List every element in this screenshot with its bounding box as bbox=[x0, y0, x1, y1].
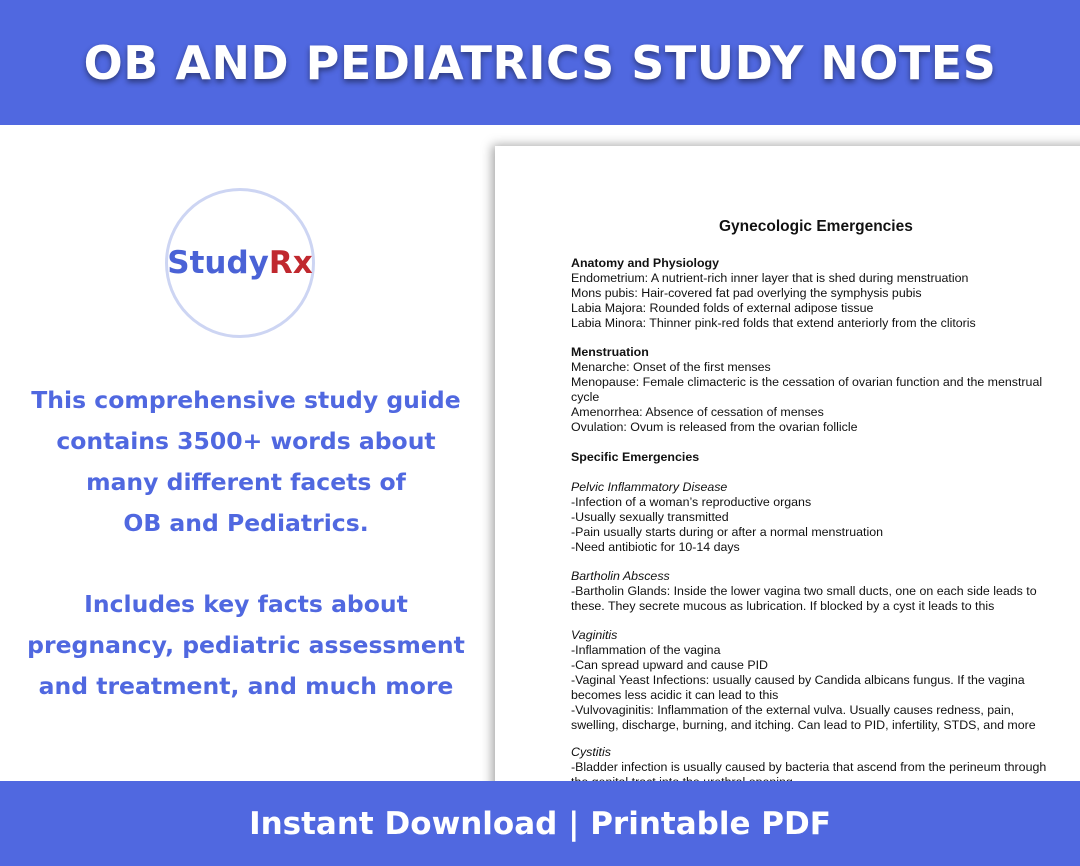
logo-text bbox=[167, 245, 313, 281]
bartholin-section bbox=[571, 569, 1071, 614]
section-line: -Bladder infection is usually caused by bacteria that ascend from the perineum through bbox=[571, 760, 1047, 774]
includes-line: pregnancy, pediatric assessment bbox=[27, 631, 465, 659]
pid-section bbox=[571, 480, 1071, 555]
section-line: Ovulation: Ovum is released from the ovarian follicle bbox=[571, 420, 858, 434]
subsection-heading: Pelvic Inflammatory Disease bbox=[571, 480, 728, 494]
section-line: cycle bbox=[571, 390, 600, 404]
top-banner bbox=[0, 0, 1080, 125]
logo-text-rx: Rx bbox=[268, 245, 313, 281]
section-line: -Can spread upward and cause PID bbox=[571, 658, 768, 672]
description-line: contains 3500+ words about bbox=[56, 427, 436, 455]
includes-line: and treatment, and much more bbox=[38, 672, 454, 700]
section-line: Endometrium: A nutrient-rich inner layer that is shed during menstruation bbox=[571, 271, 969, 285]
section-line: -Infection of a woman’s reproductive organs bbox=[571, 495, 812, 509]
specific-emergencies-section bbox=[571, 450, 1071, 465]
section-line: -Usually sexually transmitted bbox=[571, 510, 729, 524]
section-line: swelling, discharge, burning, and itching. Can lead to PID, infertility, STDS, and more bbox=[571, 718, 1036, 732]
section-line: -Pain usually starts during or after a normal menstruation bbox=[571, 525, 883, 539]
bottom-banner bbox=[0, 781, 1080, 866]
section-line: Labia Majora: Rounded folds of external adipose tissue bbox=[571, 301, 874, 315]
section-line: -Bartholin Glands: Inside the lower vagina two small ducts, one on each side leads to bbox=[571, 584, 1037, 598]
section-line: Amenorrhea: Absence of cessation of menses bbox=[571, 405, 824, 419]
description-line: many different facets of bbox=[86, 468, 406, 496]
page-title: OB AND PEDIATRICS STUDY NOTES bbox=[83, 35, 997, 90]
section-line: -Need antibiotic for 10-14 days bbox=[571, 540, 740, 554]
description-paragraph bbox=[20, 380, 472, 544]
section-line: -Vulvovaginitis: Inflammation of the external vulva. Usually causes redness, pain, bbox=[571, 703, 1015, 717]
subsection-heading: Bartholin Abscess bbox=[571, 569, 670, 583]
description-line: OB and Pediatrics. bbox=[123, 509, 369, 537]
menstruation-section bbox=[571, 345, 1071, 435]
section-heading: Menstruation bbox=[571, 345, 649, 359]
section-line: Menarche: Onset of the first menses bbox=[571, 360, 771, 374]
section-line: -Inflammation of the vagina bbox=[571, 643, 721, 657]
anatomy-section bbox=[571, 256, 1071, 331]
section-line: -Vaginal Yeast Infections: usually caused by Candida albicans fungus. If the vagina bbox=[571, 673, 1025, 687]
logo-text-study: Study bbox=[167, 245, 269, 281]
description-line: This comprehensive study guide bbox=[31, 386, 461, 414]
section-line: Menopause: Female climacteric is the cessation of ovarian function and the menstrual bbox=[571, 375, 1043, 389]
section-line: these. They secrete mucous as lubrication. If blocked by a cyst it leads to this bbox=[571, 599, 995, 613]
document-preview bbox=[495, 146, 1080, 866]
includes-line: Includes key facts about bbox=[84, 590, 408, 618]
section-heading: Specific Emergencies bbox=[571, 450, 700, 464]
subsection-heading: Cystitis bbox=[571, 745, 611, 759]
section-heading: Anatomy and Physiology bbox=[571, 256, 720, 270]
studyrx-logo bbox=[165, 188, 315, 338]
section-line: Mons pubis: Hair-covered fat pad overlying the symphysis pubis bbox=[571, 286, 922, 300]
footer-text: Instant Download | Printable PDF bbox=[249, 805, 831, 842]
section-line: becomes less acidic it can lead to this bbox=[571, 688, 779, 702]
subsection-heading: Vaginitis bbox=[571, 628, 618, 642]
vaginitis-section bbox=[571, 628, 1071, 733]
section-line: Labia Minora: Thinner pink-red folds that extend anteriorly from the clitoris bbox=[571, 316, 976, 330]
includes-paragraph bbox=[20, 584, 472, 707]
document-title: Gynecologic Emergencies bbox=[719, 218, 913, 235]
